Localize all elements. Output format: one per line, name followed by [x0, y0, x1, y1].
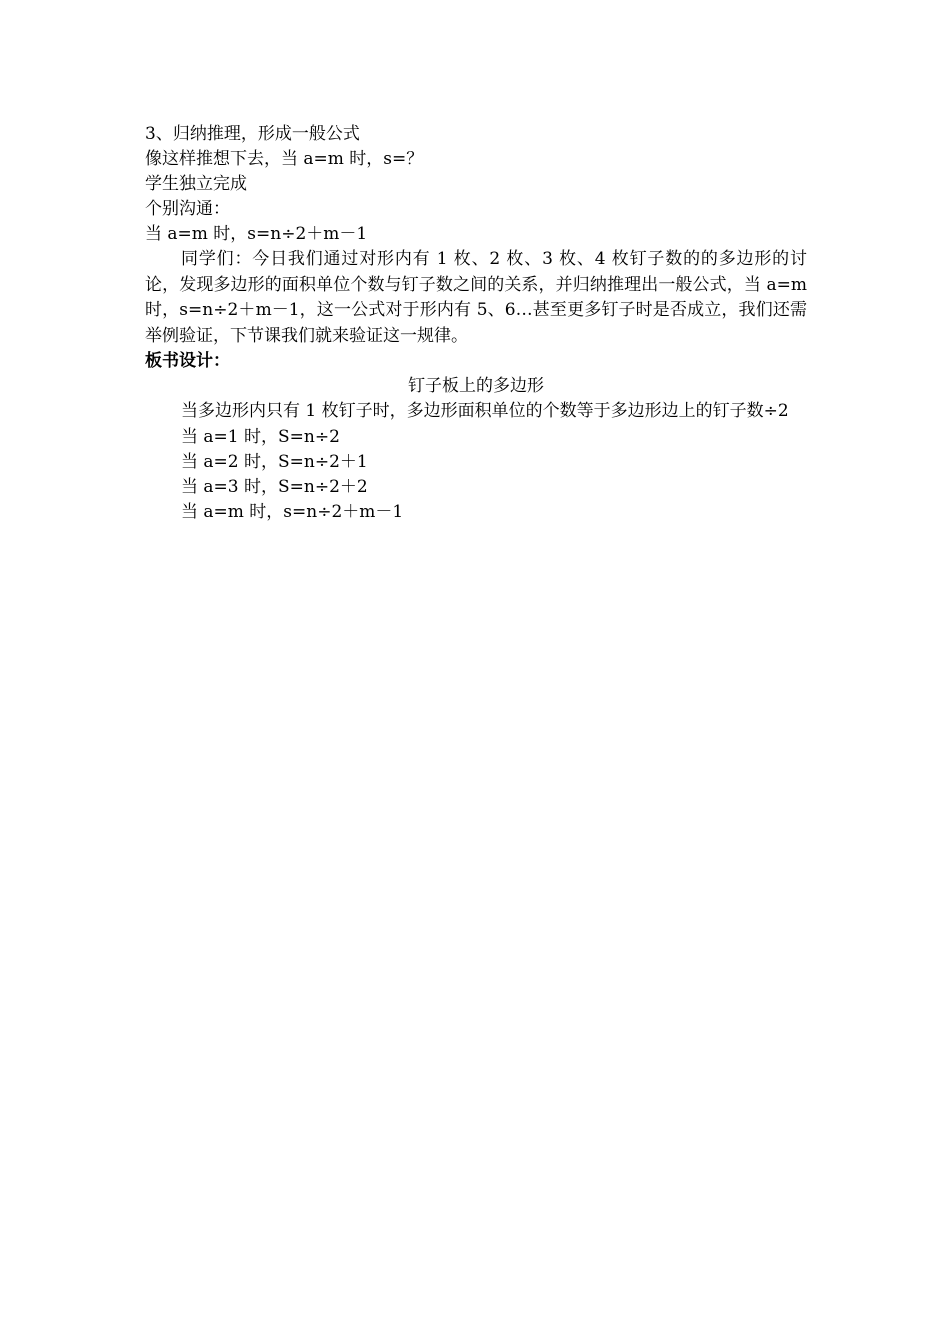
- document-page: [145, 122, 807, 525]
- formula-line: 当 a=2 时，S=n÷2＋1: [181, 451, 368, 472]
- question-line: 像这样推想下去，当 a=m 时，s=？: [145, 149, 424, 169]
- board-intro-paragraph: 当多边形内只有 1 枚钉子时，多边形面积单位的个数等于多边形边上的钉子数÷2: [181, 401, 789, 421]
- independent-line: 学生独立完成: [145, 174, 247, 194]
- board-title: 钉子板上的多边形: [408, 376, 544, 396]
- answer-line: 当 a=m 时，s=n÷2＋m－1: [145, 224, 368, 244]
- formula-line: 当 a=3 时，S=n÷2＋2: [181, 476, 368, 497]
- communicate-line: 个别沟通：: [145, 199, 230, 219]
- formula-line: 当 a=1 时，S=n÷2: [181, 426, 340, 447]
- section-title: 3、归纳推理，形成一般公式: [145, 124, 360, 144]
- board-design-heading: 板书设计：: [145, 351, 230, 371]
- formula-line: 当 a=m 时，s=n÷2＋m－1: [181, 501, 404, 522]
- summary-paragraph: 同学们：今日我们通过对形内有 1 枚、2 枚、3 枚、4 枚钉子数的的多边形的讨论，发现多边形的面积单位个数与钉子数之间的关系，并归纳推理出一般公式，当 a=m 时，s=n÷2＋m－1，这一公式对于形内有 5、6…甚至更多钉子时是否成立，我们还需举例验证，下节课我们就来验证这一规律。: [145, 249, 807, 346]
